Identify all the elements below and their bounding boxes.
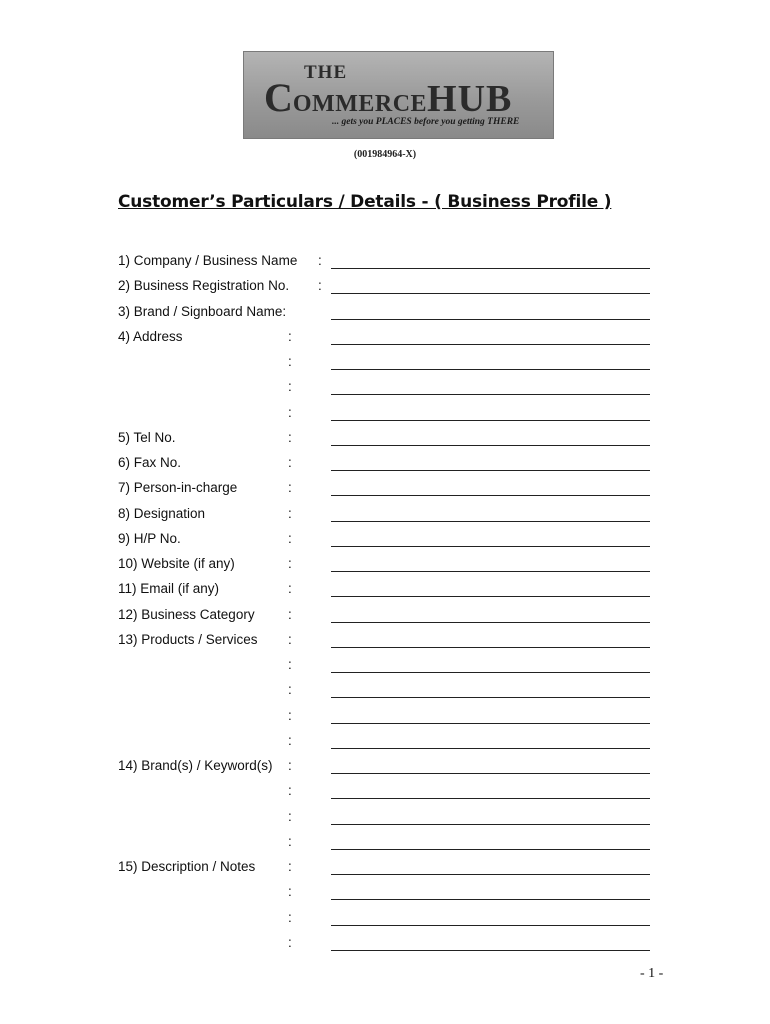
form-row (0, 682, 770, 707)
blank-entry-line[interactable] (331, 546, 650, 547)
form-row (0, 607, 770, 632)
blank-entry-line[interactable] (331, 798, 650, 799)
field-colon: : (288, 783, 292, 799)
blank-entry-line[interactable] (331, 672, 650, 673)
field-label: 7) Person-in-charge (118, 480, 238, 496)
field-colon: : (288, 606, 292, 622)
field-label: 13) Products / Services (118, 631, 258, 647)
registration-number: (001984964-X) (353, 149, 417, 160)
blank-entry-line[interactable] (331, 697, 650, 698)
blank-entry-line[interactable] (331, 824, 650, 825)
field-label: 14) Brand(s) / Keyword(s) (118, 758, 273, 773)
logo-ommerce-text: OMMERCE (292, 91, 428, 117)
form-row (0, 405, 770, 430)
blank-entry-line[interactable] (331, 268, 650, 269)
logo-c-letter: C (264, 75, 293, 120)
blank-entry-line[interactable] (331, 369, 650, 370)
field-colon: : (288, 530, 292, 546)
form-row (0, 657, 770, 682)
form-row (0, 783, 770, 808)
form-row (0, 329, 770, 354)
form-row (0, 859, 770, 884)
field-colon: : (288, 682, 292, 698)
form-row (0, 430, 770, 455)
form-row (0, 733, 770, 758)
form-row (0, 531, 770, 556)
field-colon: : (288, 404, 292, 420)
logo-hub-text: HUB (427, 78, 513, 120)
form-row (0, 834, 770, 859)
field-colon: : (288, 707, 292, 723)
field-colon: : (288, 909, 292, 925)
blank-entry-line[interactable] (331, 394, 650, 395)
form-row (0, 480, 770, 505)
field-colon: : (288, 657, 292, 672)
logo-tagline: ... gets you PLACES before you getting THERE (332, 117, 520, 127)
blank-entry-line[interactable] (331, 596, 650, 597)
field-label: 12) Business Category (118, 606, 255, 622)
field-colon: : (288, 556, 292, 571)
field-label: 15) Description / Notes (118, 859, 256, 874)
blank-entry-line[interactable] (331, 470, 650, 471)
form-row (0, 253, 770, 278)
field-colon: : (288, 429, 292, 445)
field-colon: : (288, 354, 292, 369)
field-colon: : (288, 505, 292, 521)
form-row (0, 935, 770, 960)
form-row (0, 632, 770, 657)
blank-entry-line[interactable] (331, 293, 650, 294)
field-colon: : (318, 278, 322, 294)
field-label: 11) Email (if any) (118, 581, 220, 597)
blank-entry-line[interactable] (331, 647, 650, 648)
form-row (0, 581, 770, 606)
field-label: 8) Designation (118, 505, 206, 521)
field-label: 1) Company / Business Name (118, 253, 298, 268)
blank-entry-line[interactable] (331, 344, 650, 345)
field-label: 3) Brand / Signboard Name: (118, 303, 287, 319)
blank-entry-line[interactable] (331, 950, 650, 951)
field-label: 6) Fax No. (118, 455, 182, 470)
field-colon: : (288, 833, 292, 849)
blank-entry-line[interactable] (331, 773, 650, 774)
blank-entry-line[interactable] (331, 495, 650, 496)
blank-entry-line[interactable] (331, 723, 650, 724)
field-colon: : (288, 884, 292, 900)
form-row (0, 556, 770, 581)
blank-entry-line[interactable] (331, 622, 650, 623)
field-label: 9) H/P No. (118, 530, 181, 546)
field-colon: : (288, 808, 292, 824)
field-colon: : (288, 455, 292, 470)
blank-entry-line[interactable] (331, 849, 650, 850)
field-colon: : (288, 758, 292, 773)
field-colon: : (288, 480, 292, 496)
field-colon: : (288, 581, 292, 597)
form-row (0, 809, 770, 834)
form-row (0, 708, 770, 733)
page-title: Customer’s Particulars / Details - ( Business Profile ) (118, 192, 612, 212)
field-colon: : (288, 732, 292, 748)
form-row (0, 506, 770, 531)
blank-entry-line[interactable] (331, 874, 650, 875)
form-row (0, 884, 770, 909)
field-label: 2) Business Registration No. (118, 278, 290, 294)
company-logo (243, 51, 554, 139)
form-row (0, 354, 770, 379)
field-colon: : (318, 253, 322, 268)
field-colon: : (288, 631, 292, 647)
form-row (0, 455, 770, 480)
field-colon: : (288, 379, 292, 395)
field-colon: : (288, 328, 292, 344)
logo-wordmark (264, 74, 512, 121)
field-label: 5) Tel No. (118, 429, 176, 445)
blank-entry-line[interactable] (331, 521, 650, 522)
form-row (0, 758, 770, 783)
blank-entry-line[interactable] (331, 319, 650, 320)
field-colon: : (288, 859, 292, 874)
form-row (0, 910, 770, 935)
blank-entry-line[interactable] (331, 445, 650, 446)
page-number: - 1 - (640, 966, 664, 981)
field-label: 4) Address (118, 328, 183, 344)
form-row (0, 379, 770, 404)
blank-entry-line[interactable] (331, 899, 650, 900)
form-row (0, 278, 770, 303)
blank-entry-line[interactable] (331, 925, 650, 926)
logo-the-text: THE (304, 62, 348, 83)
form-row (0, 304, 770, 329)
blank-entry-line[interactable] (331, 420, 650, 421)
blank-entry-line[interactable] (331, 571, 650, 572)
field-colon: : (288, 934, 292, 950)
field-label: 10) Website (if any) (118, 556, 235, 571)
blank-entry-line[interactable] (331, 748, 650, 749)
